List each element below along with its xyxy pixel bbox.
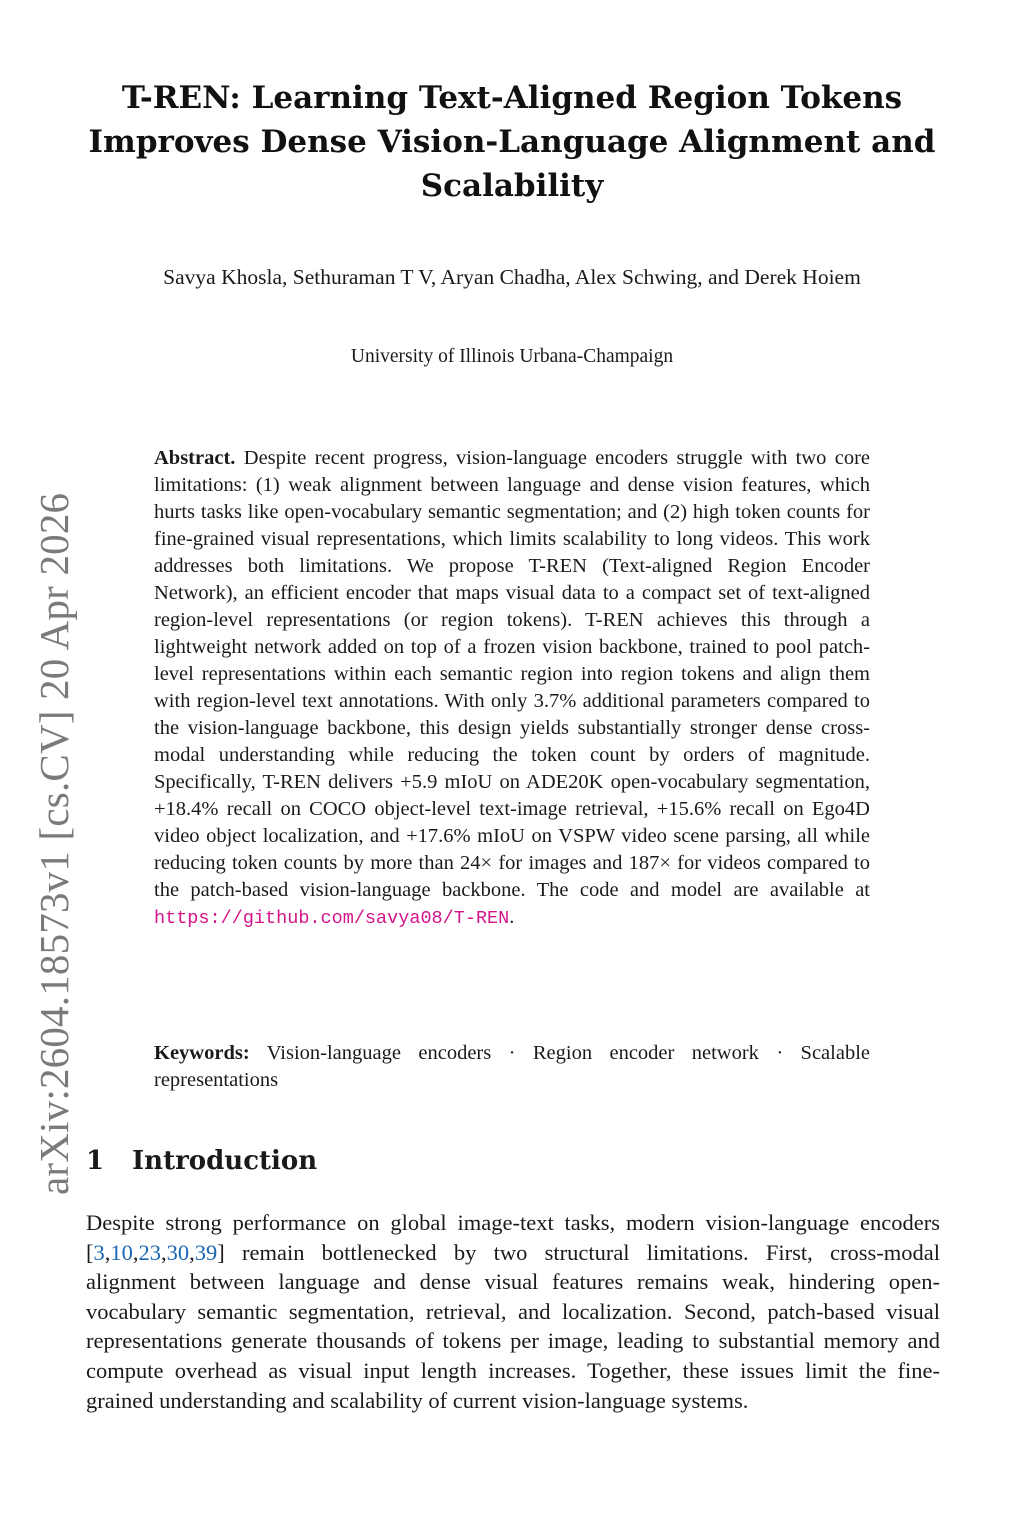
citation-separator: , bbox=[189, 1239, 195, 1265]
section-title: Introduction bbox=[132, 1146, 318, 1176]
author-list: Savya Khosla, Sethuraman T V, Aryan Chadha, Alex Schwing, and Derek Hoiem bbox=[163, 265, 861, 289]
keywords-label: Keywords: bbox=[154, 1042, 250, 1064]
intro-paragraph bbox=[86, 1208, 940, 1415]
keywords-text: Vision-language encoders · Region encoder network · Scalable representations bbox=[154, 1042, 870, 1091]
citation-link[interactable]: 10 bbox=[110, 1239, 133, 1265]
abstract-end: . bbox=[509, 906, 515, 928]
arxiv-identifier: arXiv:2604.18573v1 [cs.CV] 20 Apr 2026 bbox=[31, 492, 77, 1195]
citation-link[interactable]: 23 bbox=[138, 1239, 161, 1265]
intro-text-start: Despite strong performance on global image-text tasks, modern vision-language encoders [ bbox=[86, 1210, 940, 1265]
code-link[interactable]: https://github.com/savya08/T-REN bbox=[154, 908, 510, 929]
citation-separator: , bbox=[104, 1239, 111, 1265]
keywords bbox=[154, 1040, 870, 1094]
intro-text-end: ] remain bottlenecked by two structural limitations. First, cross-modal alignment between language and dense visual features remains weak, hindering open-vocabulary semantic segmentation, retrieval, and localization. Second, patch-based visual representations generate thousands of tokens per image, leading to substantial memory and compute overhead as visual input length increases. Together, these issues limit the fine-grained understanding and scalability of current vision-language systems. bbox=[86, 1239, 940, 1413]
abstract bbox=[154, 445, 870, 932]
citation-link[interactable]: 30 bbox=[166, 1239, 190, 1265]
citation-link[interactable]: 3 bbox=[93, 1239, 105, 1265]
section-heading bbox=[86, 1143, 317, 1179]
abstract-text: Despite recent progress, vision-language encoders struggle with two core limitations: (1) weak alignment between language and dense vision features, which hurts tasks like open-vocabulary semantic segmentation; and (2) high token counts for fine-grained visual representations, which limits scalability to long videos. This work addresses both limitations. We propose T-REN (Text-aligned Region Encoder Network), an efficient encoder that maps visual data to a compact set of text-aligned region-level representations (or region tokens). T-REN achieves this through a lightweight network added on top of a frozen vision backbone, trained to pool patch-level representations within each semantic region into region tokens and align them with region-level text annotations. With only 3.7% additional parameters compared to the vision-language backbone, this design yields substantially stronger dense cross-modal understanding while reducing the token count by orders of magnitude. Specifically, T-REN delivers +5.9 mIoU on ADE20K open-vocabulary segmentation, +18.4% recall on COCO object-level text-image retrieval, +15.6% recall on Ego4D video object localization, and +17.6% mIoU on VSPW video scene parsing, all while reducing token counts by more than 24× for images and 187× for videos compared to the patch-based vision-language backbone. The code and model are available at bbox=[154, 447, 871, 901]
affiliation: University of Illinois Urbana-Champaign bbox=[350, 346, 674, 367]
citation-separator: , bbox=[132, 1239, 139, 1265]
section-number: 1 bbox=[86, 1146, 105, 1176]
citation-separator: , bbox=[161, 1239, 167, 1265]
paper-title: T-REN: Learning Text-Aligned Region Tokens Improves Dense Vision-Language Alignment and Scalability bbox=[88, 80, 936, 204]
citation-link[interactable]: 39 bbox=[194, 1239, 218, 1265]
abstract-label: Abstract. bbox=[154, 447, 236, 469]
